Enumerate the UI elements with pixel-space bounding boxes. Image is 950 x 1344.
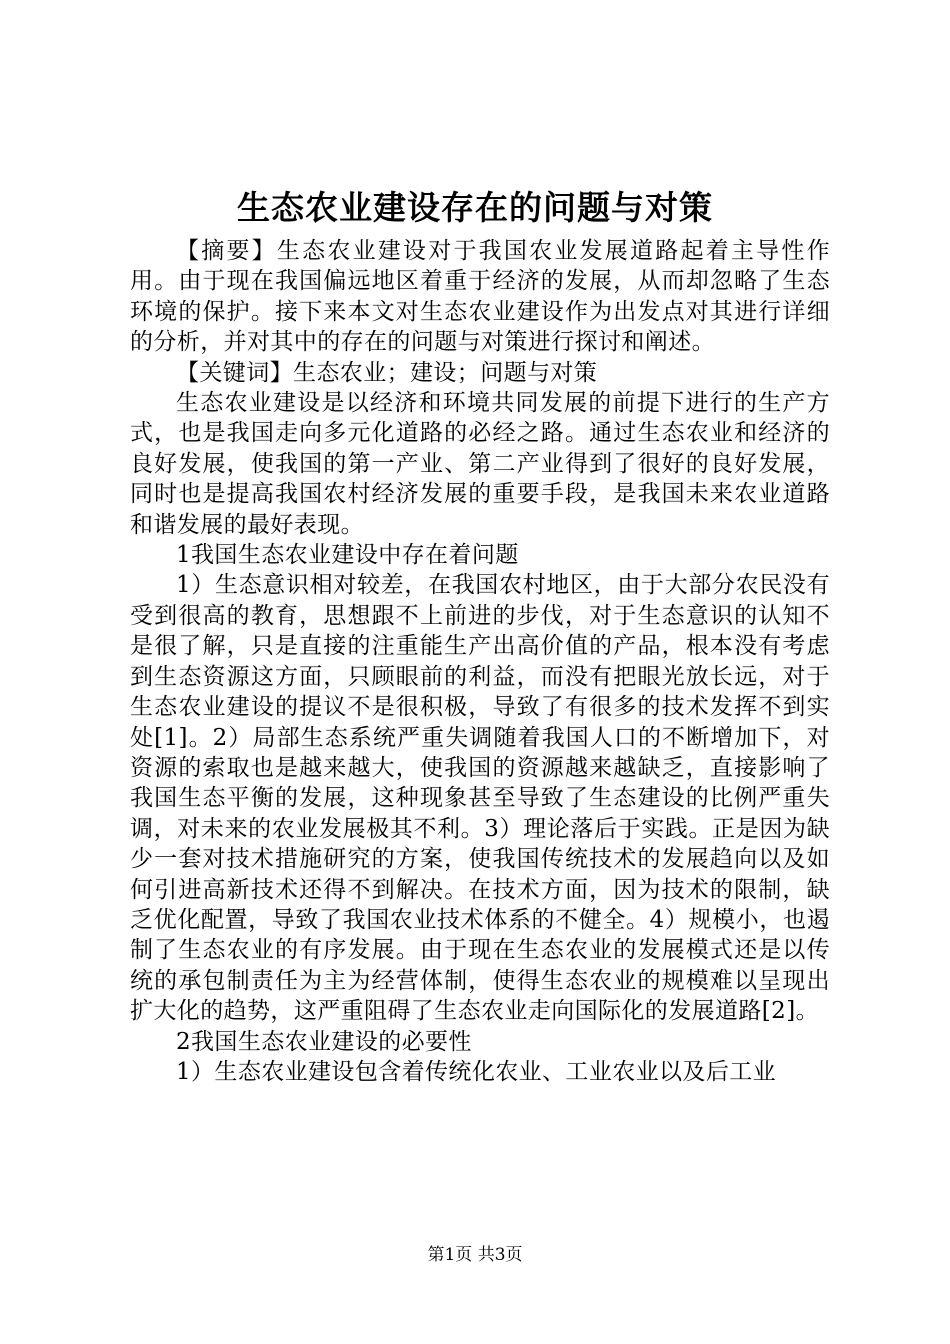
intro-paragraph: 生态农业建设是以经济和环境共同发展的前提下进行的生产方式，也是我国走向多元化道路的必经之路。通过生态农业和经济的良好发展，使我国的第一产业、第二产业得到了很好的良好发展，同时也是提高我国农村经济发展的重要手段，是我国未来农业道路和谐发展的最好表现。 bbox=[130, 390, 830, 538]
keywords-paragraph: 【关键词】生态农业；建设；问题与对策 bbox=[176, 359, 598, 386]
section-heading-2: 2我国生态农业建设的必要性 bbox=[176, 1028, 472, 1055]
document-title: 生态农业建设存在的问题与对策 bbox=[237, 188, 713, 227]
section-1-paragraph: 1）生态意识相对较差，在我国农村地区，由于大部分农民没有受到很高的教育，思想跟不上前进的步伐，对于生态意识的认知不是很了解，只是直接的注重能生产出高价值的产品，根本没有考虑到生态资源这方面，只顾眼前的利益，而没有把眼光放长远，对于生态农业建设的提议不是很积极，导致了有很多的技术发挥不到实处[1]。2）局部生态系统严重失调随着我国人口的不断增加下，对资源的索取也是越来越大，使我国的资源越来越缺乏，直接影响了我国生态平衡的发展，这种现象甚至导致了生态建设的比例严重失调，对未来的农业发展极其不利。3）理论落后于实践。正是因为缺少一套对技术措施研究的方案，使我国传统技术的发展趋向以及如何引进高新技术还得不到解决。在技术方面，因为技术的限制，缺乏优化配置，导致了我国农业技术体系的不健全。4）规模小，也遏制了生态农业的有序发展。由于现在生态农业的发展模式还是以传统的承包制责任为主为经营体制，使得生态农业的规模难以呈现出扩大化的趋势，这严重阻碍了生态农业走向国际化的发展道路[2]。 bbox=[130, 572, 830, 1025]
abstract-paragraph: 【摘要】生态农业建设对于我国农业发展道路起着主导性作用。由于现在我国偏远地区着重于经济的发展，从而却忽略了生态环境的保护。接下来本文对生态农业建设作为出发点对其进行详细的分析，并对其中的存在的问题与对策进行探讨和阐述。 bbox=[130, 238, 830, 356]
document-body bbox=[130, 236, 830, 1087]
page-footer: 第1页 共3页 bbox=[427, 1245, 523, 1265]
section-heading-1: 1我国生态农业建设中存在着问题 bbox=[176, 542, 519, 569]
section-2-paragraph: 1）生态农业建设包含着传统化农业、工业农业以及后工业 bbox=[176, 1058, 777, 1085]
